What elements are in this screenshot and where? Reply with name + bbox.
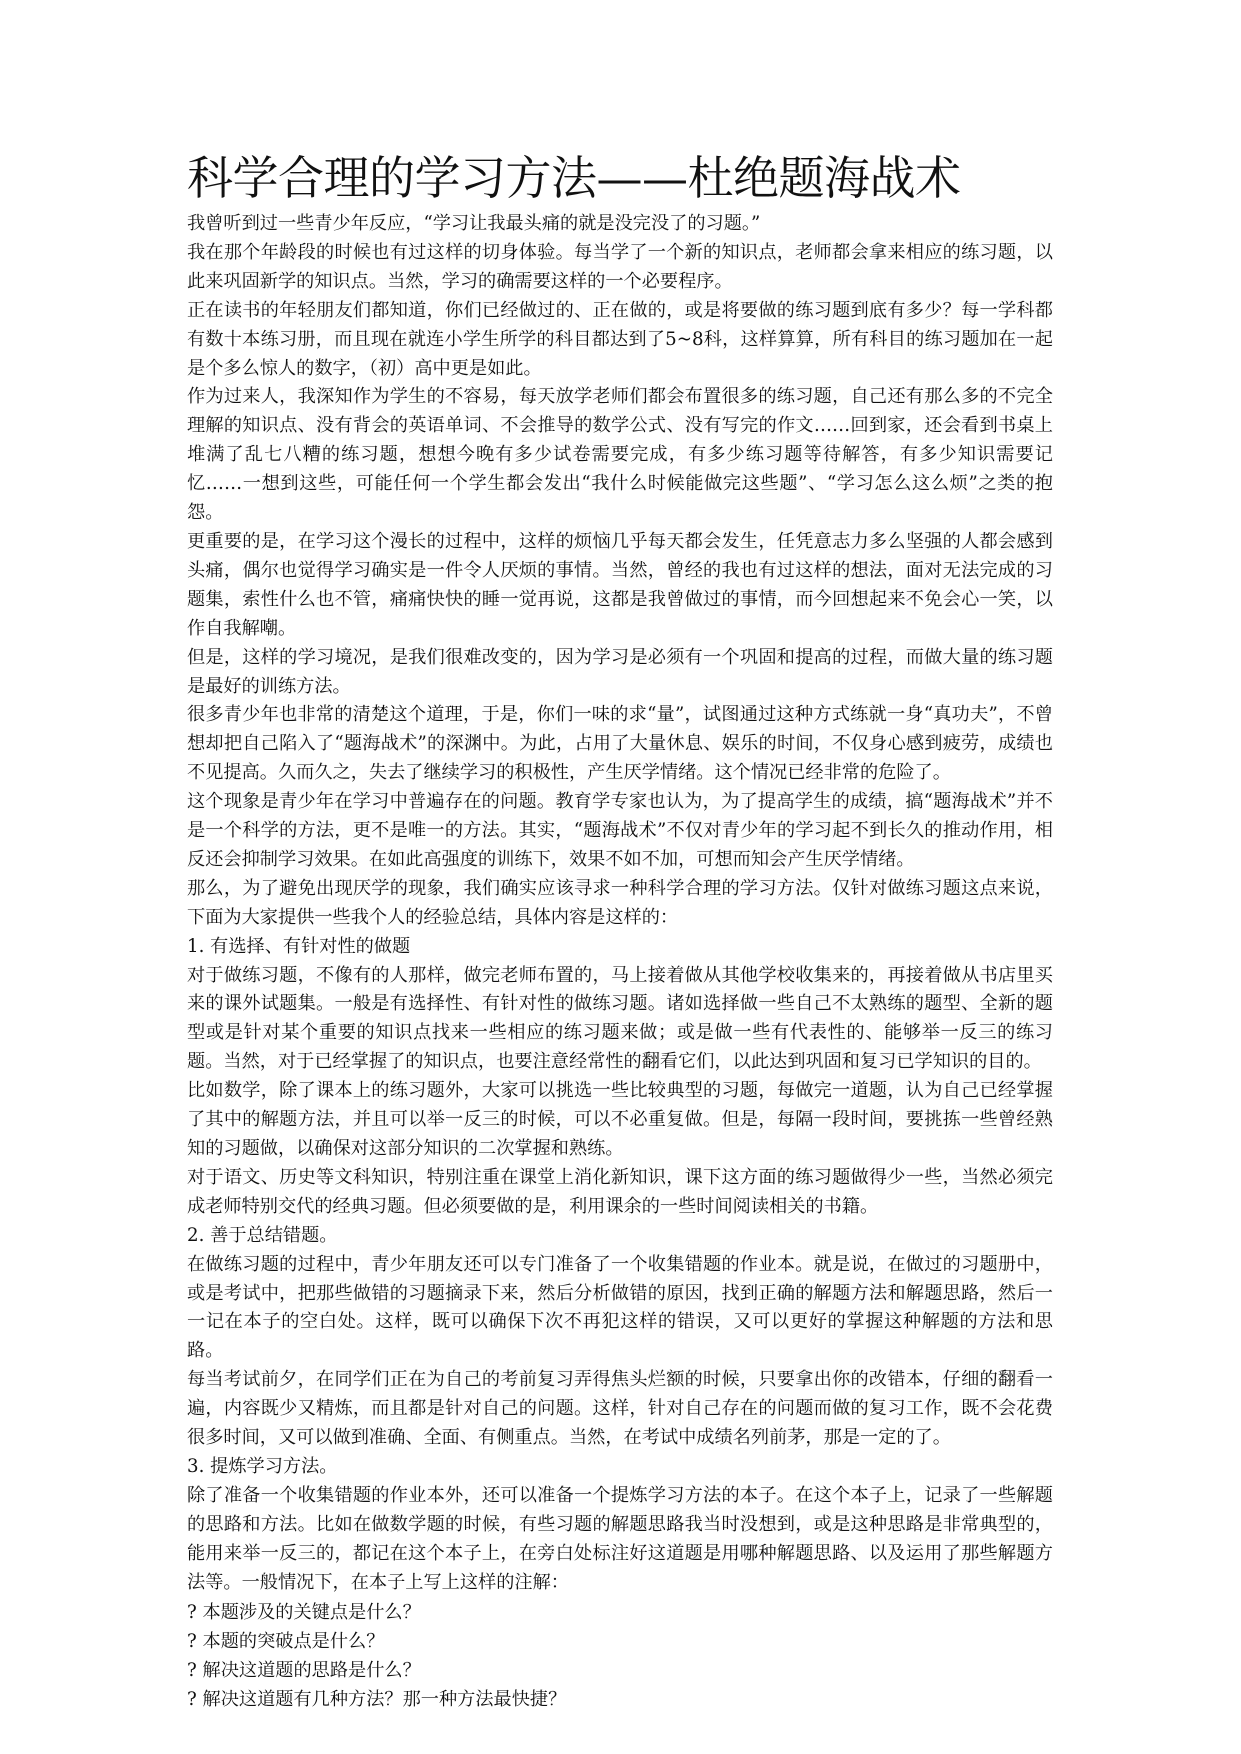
question-item: ? 本题涉及的关键点是什么？ bbox=[187, 1601, 421, 1623]
paragraph: 那么，为了避免出现厌学的现象，我们确实应该寻求一种科学合理的学习方法。仅针对做练习题这点来说，下面为大家提供一些我个人的经验总结，具体内容是这样的： bbox=[187, 877, 1053, 928]
paragraph: 每当考试前夕，在同学们正在为自己的考前复习弄得焦头烂额的时候，只要拿出你的改错本，仔细的翻看一遍，内容既少又精炼，而且都是针对自己的问题。这样，针对自己存在的问题而做的复习工作，既不会花费很多时间，又可以做到准确、全面、有侧重点。当然，在考试中成绩名列前茅，那是一定的了。 bbox=[187, 1369, 1053, 1449]
document-page bbox=[187, 152, 1053, 1714]
section-heading: 3. 提炼学习方法。 bbox=[187, 1455, 338, 1477]
question-list bbox=[187, 1598, 1053, 1714]
paragraph: 更重要的是，在学习这个漫长的过程中，这样的烦恼几乎每天都会发生，任凭意志力多么坚强的人都会感到头痛，偶尔也觉得学习确实是一件令人厌烦的事情。当然，曾经的我也有过这样的想法，面对无法完成的习题集，索性什么也不管，痛痛快快的睡一觉再说，这都是我曾做过的事情，而今回想起来不免会心一笑，以作自我解嘲。 bbox=[187, 530, 1053, 639]
paragraph: 除了准备一个收集错题的作业本外，还可以准备一个提炼学习方法的本子。在这个本子上，记录了一些解题的思路和方法。比如在做数学题的时候，有些习题的解题思路我当时没想到，或是这种思路是非常典型的，能用来举一反三的，都记在这个本子上，在旁白处标注好这道题是用哪种解题思路、以及运用了那些解题方法等。一般情况下，在本子上写上这样的注解： bbox=[187, 1484, 1053, 1593]
paragraph: 很多青少年也非常的清楚这个道理，于是，你们一味的求“量”，试图通过这种方式练就一身“真功夫”，不曾想却把自己陷入了“题海战术”的深渊中。为此，占用了大量休息、娱乐的时间，不仅身心感到疲劳，成绩也不见提高。久而久之，失去了继续学习的积极性，产生厌学情绪。这个情况已经非常的危险了。 bbox=[187, 704, 1053, 784]
section-heading: 1. 有选择、有针对性的做题 bbox=[187, 935, 411, 957]
question-item: ? 解决这道题有几种方法？那一种方法最快捷？ bbox=[187, 1688, 567, 1710]
paragraph: 作为过来人，我深知作为学生的不容易，每天放学老师们都会布置很多的练习题，自己还有那么多的不完全理解的知识点、没有背会的英语单词、不会推导的数学公式、没有写完的作文……回到家，还会看到书桌上堆满了乱七八糟的练习题，想想今晚有多少试卷需要完成，有多少练习题等待解答，有多少知识需要记忆……一想到这些，可能任何一个学生都会发出“我什么时候能做完这些题”、“学习怎么这么烦”之类的抱怨。 bbox=[187, 386, 1053, 524]
paragraph: 在做练习题的过程中，青少年朋友还可以专门准备了一个收集错题的作业本。就是说，在做过的习题册中，或是考试中，把那些做错的习题摘录下来，然后分析做错的原因，找到正确的解题方法和解题思路，然后一一记在本子的空白处。这样，既可以确保下次不再犯这样的错误，又可以更好的掌握这种解题的方法和思路。 bbox=[187, 1253, 1053, 1362]
paragraph: 对于语文、历史等文科知识，特别注重在课堂上消化新知识，课下这方面的练习题做得少一些，当然必须完成老师特别交代的经典习题。但必须要做的是，利用课余的一些时间阅读相关的书籍。 bbox=[187, 1166, 1053, 1217]
section-heading: 2. 善于总结错题。 bbox=[187, 1224, 338, 1246]
paragraph: 我在那个年龄段的时候也有过这样的切身体验。每当学了一个新的知识点，老师都会拿来相应的练习题，以此来巩固新学的知识点。当然，学习的确需要这样的一个必要程序。 bbox=[187, 241, 1053, 292]
document-title: 科学合理的学习方法——杜绝题海战术 bbox=[187, 151, 961, 205]
paragraph: 比如数学，除了课本上的练习题外，大家可以挑选一些比较典型的习题，每做完一道题，认为自己已经掌握了其中的解题方法，并且可以举一反三的时候，可以不必重复做。但是，每隔一段时间，要挑拣一些曾经熟知的习题做，以确保对这部分知识的二次掌握和熟练。 bbox=[187, 1080, 1053, 1159]
paragraph: 正在读书的年轻朋友们都知道，你们已经做过的、正在做的，或是将要做的练习题到底有多少？每一学科都有数十本练习册，而且现在就连小学生所学的科目都达到了5~8科，这样算算，所有科目的练习题加在一起是个多么惊人的数字，（初）高中更是如此。 bbox=[187, 299, 1053, 379]
paragraph: 这个现象是青少年在学习中普遍存在的问题。教育学专家也认为，为了提高学生的成绩，搞“题海战术”并不是一个科学的方法，更不是唯一的方法。其实，“题海战术”不仅对青少年的学习起不到长久的推动作用，相反还会抑制学习效果。在如此高强度的训练下，效果不如不加，可想而知会产生厌学情绪。 bbox=[187, 791, 1053, 870]
paragraph: 但是，这样的学习境况，是我们很难改变的，因为学习是必须有一个巩固和提高的过程，而做大量的练习题是最好的训练方法。 bbox=[187, 646, 1053, 697]
question-item: ? 本题的突破点是什么？ bbox=[187, 1630, 385, 1652]
paragraph: 对于做练习题，不像有的人那样，做完老师布置的，马上接着做从其他学校收集来的，再接着做从书店里买来的课外试题集。一般是有选择性、有针对性的做练习题。诸如选择做一些自己不太熟练的题型、全新的题型或是针对某个重要的知识点找来一些相应的练习题来做；或是做一些有代表性的、能够举一反三的练习题。当然，对于已经掌握了的知识点，也要注意经常性的翻看它们，以此达到巩固和复习已学知识的目的。 bbox=[187, 964, 1053, 1073]
question-item: ? 解决这道题的思路是什么？ bbox=[187, 1659, 421, 1681]
paragraph: 我曾听到过一些青少年反应，“学习让我最头痛的就是没完没了的习题。” bbox=[187, 213, 761, 234]
